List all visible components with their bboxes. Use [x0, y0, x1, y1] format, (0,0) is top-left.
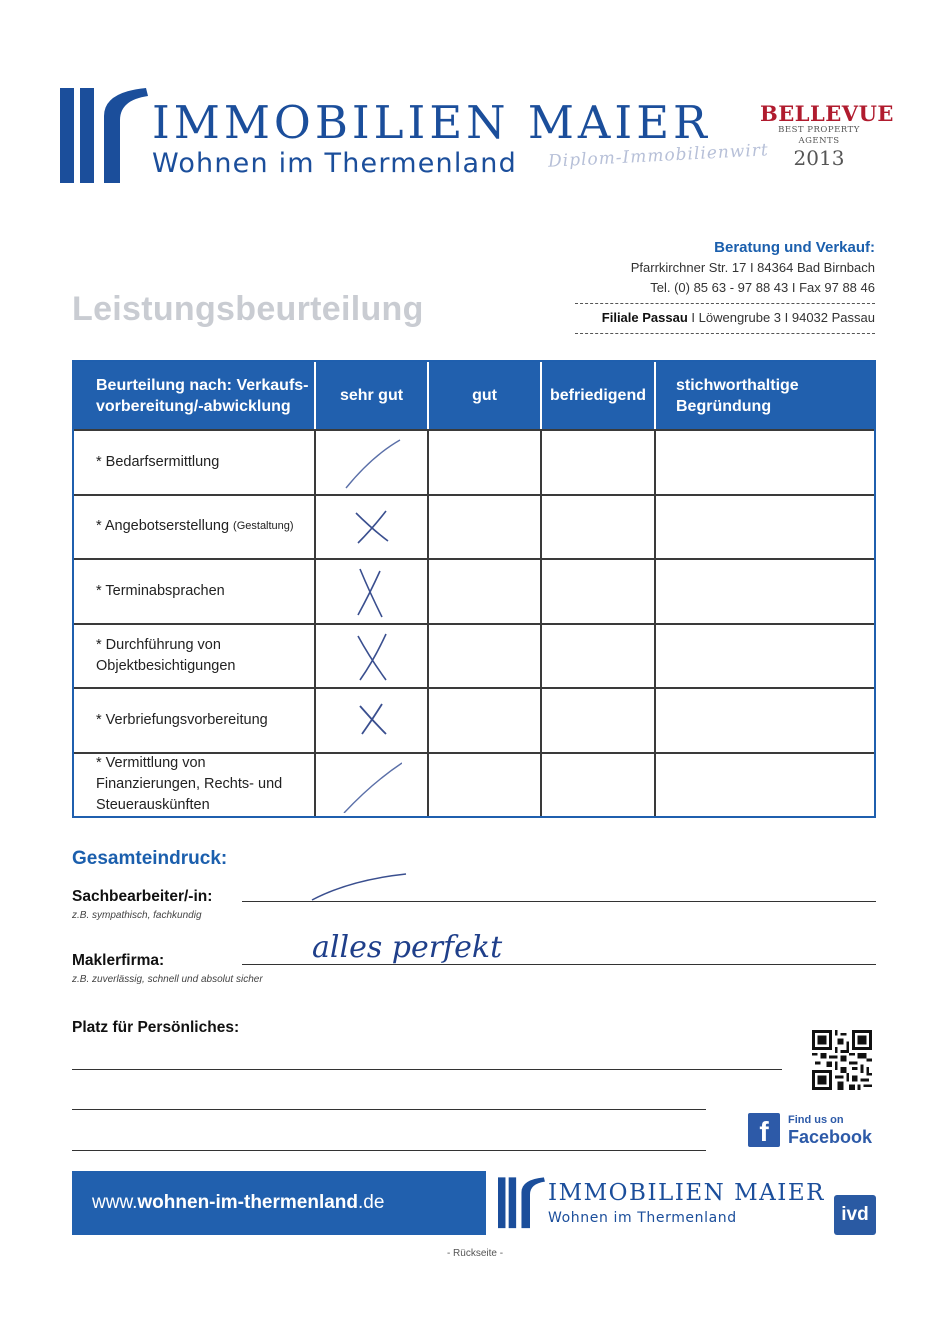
cross-mark-icon: [342, 499, 402, 555]
satisfactory-cell[interactable]: [540, 431, 654, 494]
overall-impression-title: Gesamteindruck:: [72, 848, 228, 869]
column-header-reason: stichworthaltige Begründung: [654, 362, 874, 429]
criterion-label: * Angebotserstellung: [96, 518, 230, 535]
reason-cell[interactable]: [654, 560, 874, 623]
footer-company-tagline: Wohnen im Thermenland: [548, 1210, 737, 1226]
award-year: 2013: [793, 146, 845, 170]
company-logo-icon: [498, 1175, 546, 1231]
contact-branch: [575, 308, 875, 328]
award-name: BELLEVUE: [760, 101, 894, 126]
url-main: wohnen-im-thermenland: [137, 1192, 359, 1213]
reason-cell[interactable]: [654, 496, 874, 559]
employee-hint: z.B. sympathisch, fachkundig: [72, 910, 202, 921]
table-row: [74, 752, 874, 817]
reason-cell[interactable]: [654, 689, 874, 752]
bellevue-award-badge: [760, 101, 894, 177]
table-header: [74, 362, 874, 429]
website-link[interactable]: [72, 1171, 486, 1235]
very-good-cell[interactable]: [314, 560, 427, 623]
facebook-find-us: Find us on: [788, 1113, 844, 1126]
handwritten-title: Diplom-Immobilienwirt: [547, 140, 770, 172]
footer-company-name: IMMOBILIEN MAIER: [548, 1180, 825, 1206]
satisfactory-cell[interactable]: [540, 689, 654, 752]
satisfactory-cell[interactable]: [540, 496, 654, 559]
branch-address: I Löwengrube 3 I 94032 Passau: [691, 310, 875, 325]
good-cell[interactable]: [427, 754, 540, 817]
award-subtitle: BEST PROPERTY AGENTS: [778, 125, 860, 146]
very-good-cell[interactable]: [314, 689, 427, 752]
criterion-note: (Gestaltung): [233, 520, 294, 533]
satisfactory-cell[interactable]: [540, 560, 654, 623]
criterion-cell: [74, 496, 314, 559]
cross-mark-icon: [342, 628, 402, 684]
company-logo-icon: [60, 86, 150, 186]
url-suffix: .de: [358, 1192, 385, 1213]
branch-name: Filiale Passau: [601, 310, 688, 325]
table-row: [74, 687, 874, 752]
contact-block: [575, 238, 875, 338]
pen-stroke-icon: [310, 872, 410, 902]
good-cell[interactable]: [427, 625, 540, 688]
company-name: IMMOBILIEN MAIER: [152, 96, 711, 149]
column-header-very-good: sehr gut: [314, 362, 427, 429]
contact-phone: Tel. (0) 85 63 - 97 88 43 I Fax 97 88 46: [650, 280, 875, 295]
very-good-cell[interactable]: [314, 625, 427, 688]
firm-hint: z.B. zuverlässig, schnell und absolut sicher: [72, 974, 263, 985]
criterion-label: * Bedarfsermittlung: [96, 453, 220, 470]
table-row: [74, 429, 874, 494]
page-side-label: - Rückseite -: [446, 1248, 504, 1259]
satisfactory-cell[interactable]: [540, 754, 654, 817]
criterion-cell: [74, 560, 314, 623]
cross-mark-icon: [342, 692, 402, 748]
check-stroke-icon: [342, 434, 402, 490]
table-row: [74, 558, 874, 623]
good-cell[interactable]: [427, 431, 540, 494]
criterion-cell: [74, 625, 314, 688]
qr-code-icon[interactable]: [812, 1030, 872, 1090]
good-cell[interactable]: [427, 560, 540, 623]
very-good-cell[interactable]: [314, 496, 427, 559]
satisfactory-cell[interactable]: [540, 625, 654, 688]
criterion-label: * Verbriefungsvorbereitung: [96, 711, 268, 728]
very-good-cell[interactable]: [314, 754, 427, 817]
column-header-good: gut: [427, 362, 540, 429]
column-header-criterion: Beurteilung nach: Verkaufs-vorbereitung/-abwicklung: [96, 376, 309, 415]
reason-cell[interactable]: [654, 754, 874, 817]
facebook-label: Facebook: [788, 1126, 873, 1147]
table-row: [74, 494, 874, 559]
criterion-label: * Durchführung von Objektbesichtigungen: [96, 636, 236, 674]
reason-cell[interactable]: [654, 625, 874, 688]
very-good-cell[interactable]: [314, 431, 427, 494]
criterion-cell: [74, 754, 314, 817]
criterion-cell: [74, 689, 314, 752]
table-row: [74, 623, 874, 688]
url-prefix: www.: [92, 1192, 138, 1213]
facebook-icon: f: [748, 1113, 780, 1147]
contact-divider: [575, 303, 875, 304]
personal-input-line[interactable]: [72, 1109, 706, 1110]
firm-handwritten-answer: alles perfekt: [312, 930, 503, 965]
company-tagline: Wohnen im Thermenland: [152, 148, 517, 179]
contact-divider: [575, 333, 875, 334]
check-stroke-icon: [342, 757, 402, 813]
column-header-satisfactory: befriedigend: [540, 362, 654, 429]
personal-label: Platz für Persönliches:: [72, 1019, 240, 1036]
contact-heading: Beratung und Verkauf:: [714, 239, 875, 256]
criterion-cell: [74, 431, 314, 494]
rating-table: [72, 360, 876, 818]
personal-input-line[interactable]: [72, 1069, 782, 1070]
facebook-link[interactable]: [748, 1108, 874, 1152]
cross-mark-icon: [342, 563, 402, 619]
personal-input-line[interactable]: [72, 1150, 706, 1151]
page-title: Leistungsbeurteilung: [72, 290, 424, 328]
criterion-label: * Terminabsprachen: [96, 582, 225, 599]
employee-label: Sachbearbeiter/-in:: [72, 888, 213, 905]
firm-label: Maklerfirma:: [72, 952, 165, 969]
good-cell[interactable]: [427, 496, 540, 559]
criterion-label: * Vermittlung von Finanzierungen, Rechts- und Steuerauskünften: [96, 755, 283, 814]
contact-address: Pfarrkirchner Str. 17 I 84364 Bad Birnbach: [630, 260, 875, 275]
ivd-logo: ivd: [834, 1195, 876, 1235]
good-cell[interactable]: [427, 689, 540, 752]
reason-cell[interactable]: [654, 431, 874, 494]
